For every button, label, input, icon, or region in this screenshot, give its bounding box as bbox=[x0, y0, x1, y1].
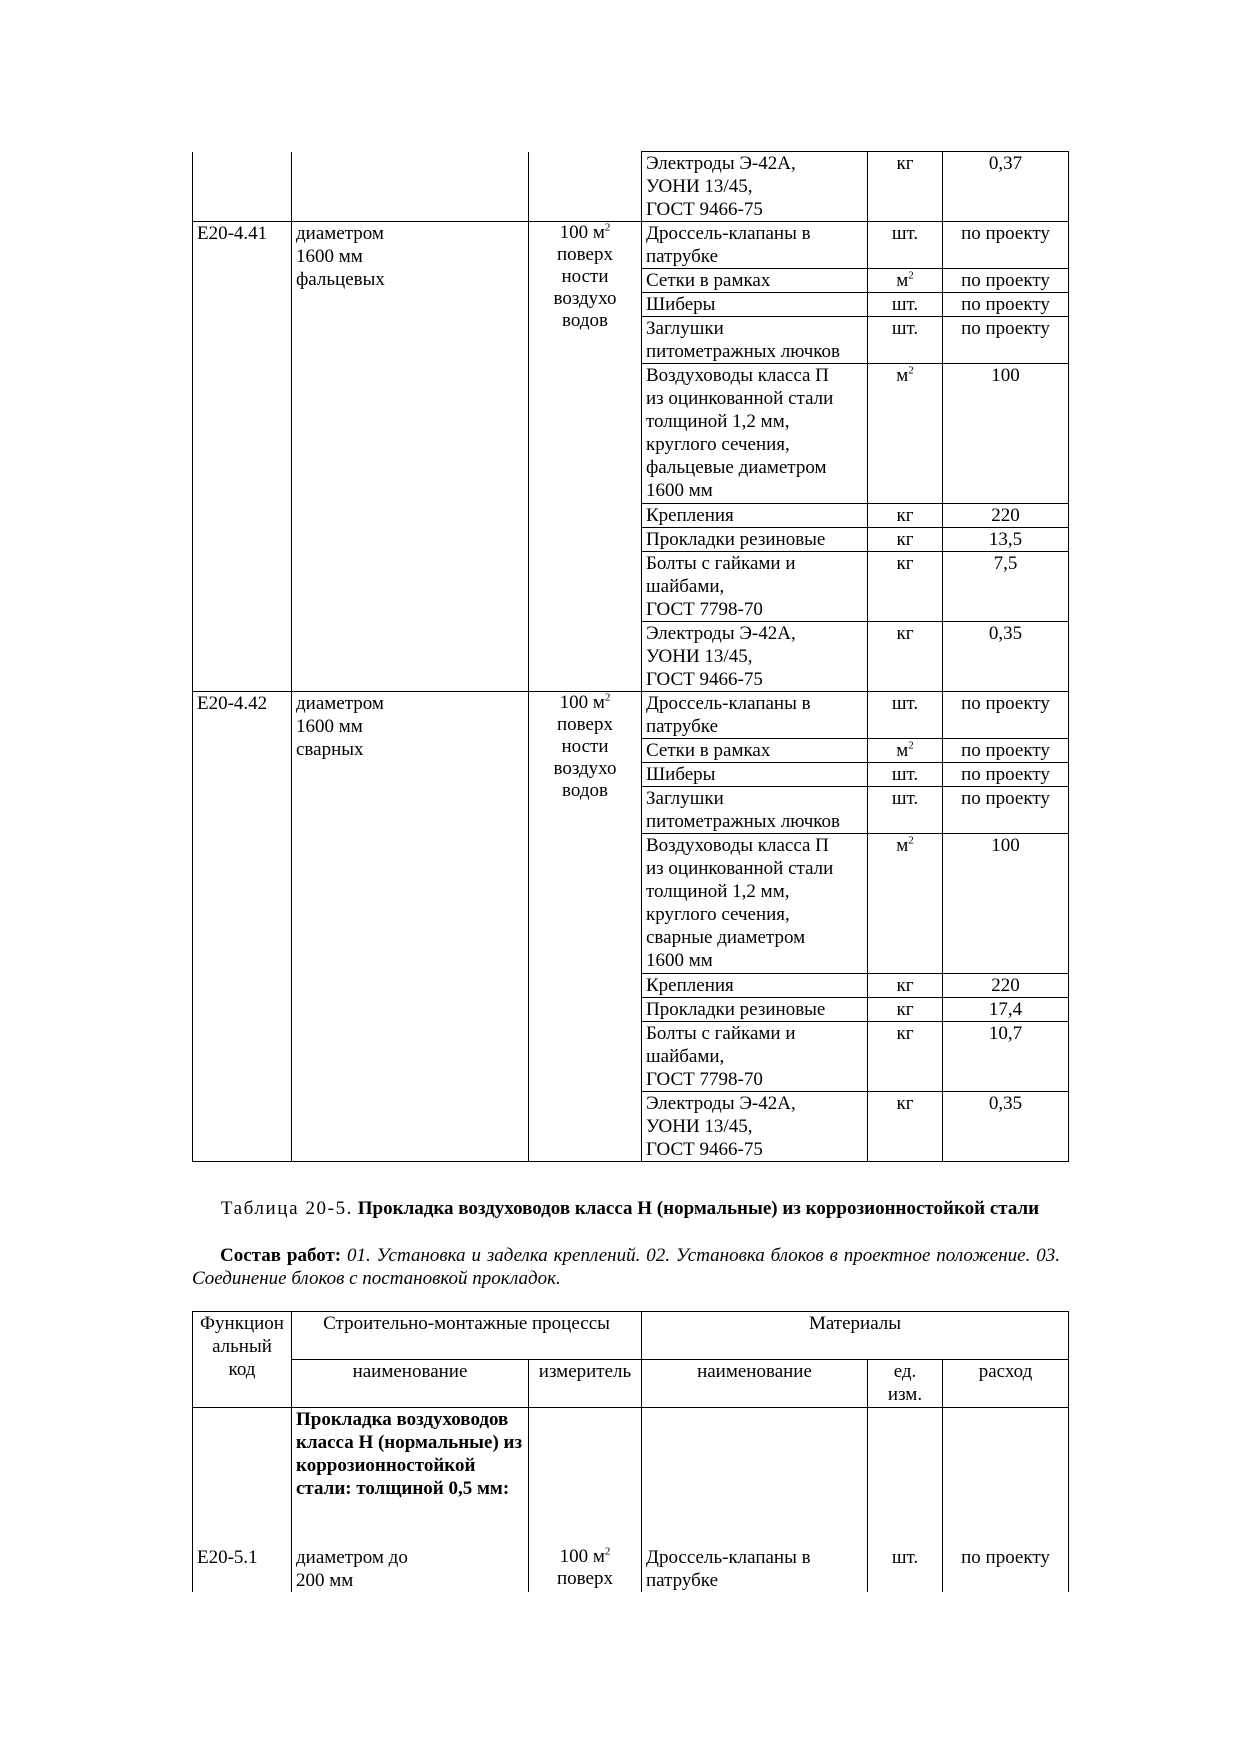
table-caption-label: Таблица 20-5. bbox=[220, 1198, 354, 1219]
material-name: Заглушки питометражных лючков bbox=[642, 317, 868, 364]
row-name: диаметром 1600 мм сварных bbox=[292, 692, 529, 1162]
material-name: Шиберы bbox=[642, 763, 868, 787]
row-qty: по проекту bbox=[943, 1546, 1069, 1592]
material-unit: $м^2$ bbox=[868, 834, 943, 974]
material-qty: 220 bbox=[943, 974, 1069, 998]
material-name: Прокладки резиновые bbox=[642, 998, 868, 1022]
work-composition-text: 01. Установка и заделка креплений. 02. Установка блоков в проектное положение. 03. Соединение блоков с постановкой прокладок. bbox=[192, 1245, 1060, 1289]
group-material-cell bbox=[642, 1408, 868, 1546]
row-name: диаметром 1600 мм фальцевых bbox=[292, 222, 529, 692]
material-qty: 17,4 bbox=[943, 998, 1069, 1022]
material-name: Электроды Э-42А, УОНИ 13/45, ГОСТ 9466-75 bbox=[642, 152, 868, 222]
measure-text: 100 $м^2$ поверх ности воздухо водов bbox=[553, 691, 617, 801]
material-name: Воздуховоды класса П из оцинкованной стали толщиной 1,2 мм, круглого сечения, сварные диаметром 1600 мм bbox=[642, 834, 868, 974]
material-name: Болты с гайками и шайбами, ГОСТ 7798-70 bbox=[642, 1022, 868, 1092]
material-qty: 7,5 bbox=[943, 552, 1069, 622]
material-unit: $м^2$ bbox=[868, 739, 943, 763]
header-material-name: наименование bbox=[642, 1360, 868, 1408]
header-materials: Материалы bbox=[642, 1312, 1069, 1360]
material-name: Воздуховоды класса П из оцинкованной стали толщиной 1,2 мм, круглого сечения, фальцевые диаметром 1600 мм bbox=[642, 364, 868, 504]
material-qty: 13,5 bbox=[943, 528, 1069, 552]
measure-text: 100 $м^2$ поверх bbox=[557, 1545, 613, 1589]
row-name: диаметром до 200 мм bbox=[292, 1546, 529, 1592]
material-qty: 100 bbox=[943, 834, 1069, 974]
material-unit: кг bbox=[868, 152, 943, 222]
row-name bbox=[292, 152, 529, 222]
row-measure bbox=[529, 1546, 642, 1592]
material-qty: по проекту bbox=[943, 763, 1069, 787]
work-composition bbox=[192, 1244, 1060, 1290]
material-name: Крепления bbox=[642, 974, 868, 998]
group-code-cell bbox=[193, 1408, 292, 1546]
group-measure-cell bbox=[529, 1408, 642, 1546]
row-measure bbox=[529, 692, 642, 1162]
material-unit: кг bbox=[868, 622, 943, 692]
material-unit: кг bbox=[868, 974, 943, 998]
header-processes: Строительно-монтажные процессы bbox=[292, 1312, 642, 1360]
material-qty: 10,7 bbox=[943, 1022, 1069, 1092]
row-measure bbox=[529, 152, 642, 222]
material-unit: кг bbox=[868, 998, 943, 1022]
material-qty: 0,35 bbox=[943, 622, 1069, 692]
material-qty: по проекту bbox=[943, 739, 1069, 763]
header-function-code: Функцион альный код bbox=[193, 1312, 292, 1408]
material-qty: по проекту bbox=[943, 692, 1069, 739]
material-name: Сетки в рамках bbox=[642, 739, 868, 763]
material-name: Крепления bbox=[642, 504, 868, 528]
material-qty: по проекту bbox=[943, 222, 1069, 269]
header-measure: измеритель bbox=[529, 1360, 642, 1408]
material-qty: по проекту bbox=[943, 787, 1069, 834]
material-qty: по проекту bbox=[943, 317, 1069, 364]
material-unit: кг bbox=[868, 504, 943, 528]
row-unit: шт. bbox=[868, 1546, 943, 1592]
header-unit: ед. изм. bbox=[868, 1360, 943, 1408]
material-unit: кг bbox=[868, 1092, 943, 1162]
row-code: Е20-4.41 bbox=[193, 222, 292, 692]
row-measure bbox=[529, 222, 642, 692]
material-name: Заглушки питометражных лючков bbox=[642, 787, 868, 834]
material-qty: 0,37 bbox=[943, 152, 1069, 222]
material-name: Шиберы bbox=[642, 293, 868, 317]
materials-table-continued bbox=[192, 151, 1069, 1162]
material-unit: $м^2$ bbox=[868, 364, 943, 504]
row-code: Е20-4.42 bbox=[193, 692, 292, 1162]
material-name: Электроды Э-42А, УОНИ 13/45, ГОСТ 9466-75 bbox=[642, 1092, 868, 1162]
row-material: Дроссель-клапаны в патрубке bbox=[642, 1546, 868, 1592]
material-name: Прокладки резиновые bbox=[642, 528, 868, 552]
material-name: Дроссель-клапаны в патрубке bbox=[642, 692, 868, 739]
material-unit: $м^2$ bbox=[868, 269, 943, 293]
row-code bbox=[193, 152, 292, 222]
group-title: Прокладка воздуховодов класса Н (нормальные) из коррозионностойкой стали: толщиной 0,5 мм: bbox=[292, 1408, 529, 1546]
table-caption-title: Прокладка воздуховодов класса Н (нормальные) из коррозионностойкой стали bbox=[357, 1198, 1040, 1219]
material-qty: 0,35 bbox=[943, 1092, 1069, 1162]
material-name: Электроды Э-42А, УОНИ 13/45, ГОСТ 9466-75 bbox=[642, 622, 868, 692]
material-unit: шт. bbox=[868, 293, 943, 317]
material-name: Болты с гайками и шайбами, ГОСТ 7798-70 bbox=[642, 552, 868, 622]
material-unit: шт. bbox=[868, 787, 943, 834]
group-unit-cell bbox=[868, 1408, 943, 1546]
material-unit: кг bbox=[868, 1022, 943, 1092]
group-qty-cell bbox=[943, 1408, 1069, 1546]
material-unit: шт. bbox=[868, 763, 943, 787]
material-unit: шт. bbox=[868, 317, 943, 364]
material-name: Дроссель-клапаны в патрубке bbox=[642, 222, 868, 269]
work-composition-label: Состав работ: bbox=[220, 1245, 342, 1266]
measure-text: 100 $м^2$ поверх ности воздухо водов bbox=[553, 221, 617, 331]
material-qty: 100 bbox=[943, 364, 1069, 504]
material-unit: шт. bbox=[868, 222, 943, 269]
material-qty: по проекту bbox=[943, 293, 1069, 317]
material-qty: 220 bbox=[943, 504, 1069, 528]
header-process-name: наименование bbox=[292, 1360, 529, 1408]
row-code: Е20-5.1 bbox=[193, 1546, 292, 1592]
material-qty: по проекту bbox=[943, 269, 1069, 293]
materials-table-20-5 bbox=[192, 1311, 1069, 1592]
table-caption bbox=[192, 1197, 1068, 1220]
material-unit: кг bbox=[868, 552, 943, 622]
material-name: Сетки в рамках bbox=[642, 269, 868, 293]
material-unit: шт. bbox=[868, 692, 943, 739]
header-consumption: расход bbox=[943, 1360, 1069, 1408]
material-unit: кг bbox=[868, 528, 943, 552]
